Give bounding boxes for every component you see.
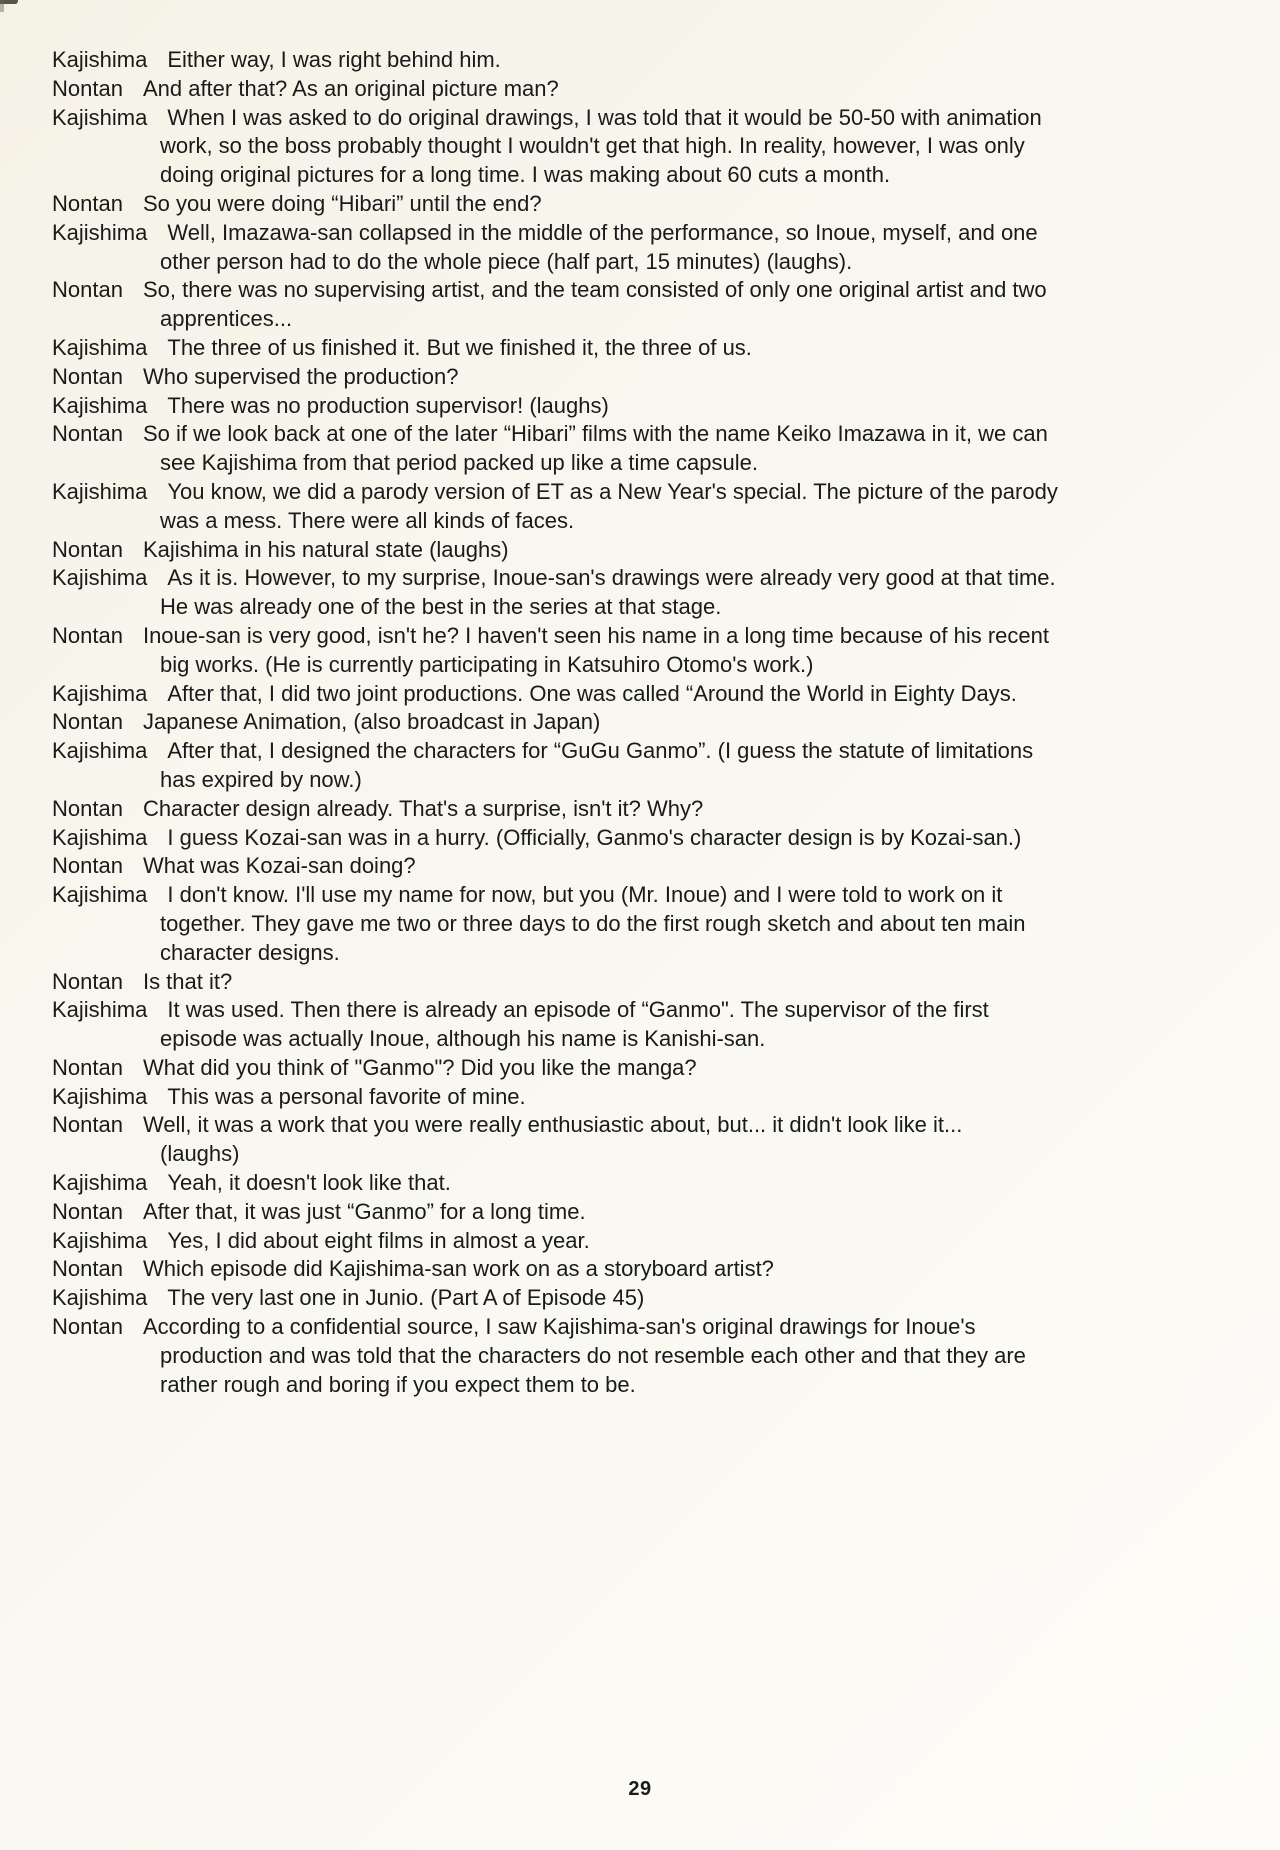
dialogue-continuation-line: work, so the boss probably thought I wouldn't get that high. In reality, however, I was only	[160, 133, 1025, 159]
speaker-name: Nontan	[52, 536, 123, 562]
dialogue-continuation-line: was a mess. There were all kinds of faces.	[160, 507, 575, 533]
dialogue-text: Either way, I was right behind him.	[167, 47, 501, 72]
dialogue-text: So, there was no supervising artist, and the team consisted of only one original artist and two	[142, 277, 1047, 303]
dialogue-first-line	[52, 420, 1232, 449]
dialogue-text: When I was asked to do original drawings, I was told that it would be 50-50 with animation	[167, 104, 1042, 130]
dialogue-continuation-line: episode was actually Inoue, although his name is Kanishi-san.	[160, 1026, 766, 1052]
dialogue-entry	[52, 737, 1232, 795]
dialogue-text: As it is. However, to my surprise, Inoue-san's drawings were already very good at that time.	[167, 565, 1056, 591]
dialogue-list	[52, 46, 1232, 1399]
dialogue-first-line	[52, 363, 1232, 392]
speaker-name: Kajishima	[52, 882, 148, 908]
dialogue-first-line	[52, 392, 1232, 421]
dialogue-text: It was used. Then there is already an episode of “Ganmo". The supervisor of the first	[167, 997, 989, 1023]
dialogue-text: The very last one in Junio. (Part A of Episode 45)	[167, 1285, 645, 1311]
speaker-name: Kajishima	[52, 1227, 148, 1253]
page-number: 29	[628, 1778, 652, 1800]
speaker-name: Nontan	[52, 1112, 123, 1138]
dialogue-first-line	[52, 1169, 1232, 1198]
dialogue-text: After that, I designed the characters for “GuGu Ganmo”. (I guess the statute of limitations	[167, 738, 1034, 764]
speaker-name: Nontan	[52, 795, 123, 821]
dialogue-text: After that, I did two joint productions. One was called “Around the World in Eighty Days.	[167, 680, 1017, 706]
dialogue-entry	[52, 1255, 1232, 1284]
dialogue-text: Yeah, it doesn't look like that.	[167, 1170, 451, 1196]
dialogue-entry	[52, 824, 1232, 853]
dialogue-entry	[52, 392, 1232, 421]
dialogue-first-line	[52, 852, 1232, 881]
dialogue-entry	[52, 1227, 1232, 1256]
dialogue-entry	[52, 46, 1232, 75]
dialogue-text: Well, Imazawa-san collapsed in the middle of the performance, so Inoue, myself, and one	[167, 219, 1038, 245]
dialogue-first-line	[52, 737, 1232, 766]
speaker-name: Nontan	[52, 75, 123, 101]
speaker-name: Nontan	[52, 1198, 123, 1224]
dialogue-first-line	[52, 881, 1232, 910]
dialogue-entry	[52, 1054, 1232, 1083]
speaker-name: Kajishima	[52, 478, 148, 504]
dialogue-continuation-line: (laughs)	[160, 1141, 240, 1167]
dialogue-continuation-line: rather rough and boring if you expect them to be.	[160, 1371, 636, 1397]
dialogue-text: The three of us finished it. But we finished it, the three of us.	[167, 334, 752, 360]
dialogue-first-line	[52, 996, 1232, 1025]
dialogue-entry	[52, 852, 1232, 881]
dialogue-entry	[52, 536, 1232, 565]
dialogue-entry	[52, 104, 1232, 190]
dialogue-entry	[52, 680, 1232, 709]
dialogue-entry	[52, 622, 1232, 680]
dialogue-continuation-line: big works. (He is currently participating in Katsuhiro Otomo's work.)	[160, 651, 814, 677]
dialogue-continuation-line: apprentices...	[160, 306, 293, 332]
dialogue-text: What did you think of "Ganmo"? Did you like the manga?	[142, 1054, 697, 1080]
dialogue-first-line	[52, 334, 1232, 363]
dialogue-entry	[52, 708, 1232, 737]
dialogue-entry	[52, 881, 1232, 967]
speaker-name: Kajishima	[52, 738, 148, 764]
dialogue-text: This was a personal favorite of mine.	[167, 1083, 526, 1109]
dialogue-continuation-line: He was already one of the best in the series at that stage.	[160, 594, 722, 620]
dialogue-first-line	[52, 75, 1232, 104]
speaker-name: Nontan	[52, 853, 123, 879]
speaker-name: Kajishima	[52, 219, 148, 245]
speaker-name: Kajishima	[52, 47, 148, 72]
speaker-name: Nontan	[52, 363, 123, 389]
speaker-name: Kajishima	[52, 565, 148, 591]
dialogue-first-line	[52, 795, 1232, 824]
dialogue-first-line	[52, 1227, 1232, 1256]
dialogue-text: What was Kozai-san doing?	[142, 853, 416, 879]
dialogue-text: I guess Kozai-san was in a hurry. (Officially, Ganmo's character design is by Kozai-san.)	[167, 824, 1022, 850]
speaker-name: Nontan	[52, 622, 123, 648]
dialogue-first-line	[52, 564, 1232, 593]
speaker-name: Nontan	[52, 190, 123, 216]
dialogue-first-line	[52, 1284, 1232, 1313]
speaker-name: Nontan	[52, 421, 123, 447]
dialogue-first-line	[52, 276, 1232, 305]
dialogue-first-line	[52, 680, 1232, 709]
dialogue-first-line	[52, 1313, 1232, 1342]
dialogue-text: After that, it was just “Ganmo” for a long time.	[142, 1198, 586, 1224]
dialogue-first-line	[52, 1083, 1232, 1112]
scan-edge-artifact	[0, 0, 4, 12]
dialogue-continuation-line: has expired by now.)	[160, 766, 362, 792]
dialogue-first-line	[52, 824, 1232, 853]
dialogue-text: You know, we did a parody version of ET as a New Year's special. The picture of the parody	[167, 478, 1058, 504]
dialogue-text: And after that? As an original picture man?	[142, 75, 559, 101]
dialogue-first-line	[52, 968, 1232, 997]
dialogue-entry	[52, 1284, 1232, 1313]
dialogue-entry	[52, 334, 1232, 363]
dialogue-first-line	[52, 708, 1232, 737]
speaker-name: Nontan	[52, 709, 123, 735]
dialogue-text: Is that it?	[142, 968, 233, 994]
dialogue-text: There was no production supervisor! (laughs)	[167, 392, 609, 418]
speaker-name: Kajishima	[52, 1170, 148, 1196]
dialogue-continuation-line: character designs.	[160, 939, 340, 965]
dialogue-text: Inoue-san is very good, isn't he? I haven't seen his name in a long time because of his recent	[142, 622, 1050, 648]
dialogue-entry	[52, 1111, 1232, 1169]
dialogue-continuation-line: doing original pictures for a long time. I was making about 60 cuts a month.	[160, 162, 891, 188]
dialogue-entry	[52, 363, 1232, 392]
dialogue-text: Kajishima in his natural state (laughs)	[142, 536, 509, 562]
speaker-name: Nontan	[52, 1054, 123, 1080]
dialogue-continuation-line: other person had to do the whole piece (half part, 15 minutes) (laughs).	[160, 248, 853, 274]
dialogue-entry	[52, 795, 1232, 824]
dialogue-entry	[52, 276, 1232, 334]
dialogue-first-line	[52, 1255, 1232, 1284]
dialogue-entry	[52, 564, 1232, 622]
dialogue-entry	[52, 219, 1232, 277]
dialogue-text: Japanese Animation, (also broadcast in Japan)	[142, 709, 601, 735]
dialogue-text: Who supervised the production?	[142, 363, 459, 389]
speaker-name: Kajishima	[52, 680, 148, 706]
speaker-name: Kajishima	[52, 392, 148, 418]
dialogue-text: Well, it was a work that you were really enthusiastic about, but... it didn't look like it...	[142, 1112, 963, 1138]
speaker-name: Kajishima	[52, 824, 148, 850]
dialogue-entry	[52, 1198, 1232, 1227]
speaker-name: Kajishima	[52, 104, 148, 130]
dialogue-entry	[52, 1169, 1232, 1198]
dialogue-text: Which episode did Kajishima-san work on as a storyboard artist?	[142, 1256, 774, 1282]
dialogue-entry	[52, 968, 1232, 997]
dialogue-first-line	[52, 1111, 1232, 1140]
dialogue-entry	[52, 478, 1232, 536]
dialogue-continuation-line: see Kajishima from that period packed up like a time capsule.	[160, 450, 758, 476]
dialogue-first-line	[52, 1054, 1232, 1083]
dialogue-text: So you were doing “Hibari” until the end?	[142, 190, 542, 216]
dialogue-text: I don't know. I'll use my name for now, but you (Mr. Inoue) and I were told to work on it	[167, 882, 1003, 908]
dialogue-first-line	[52, 219, 1232, 248]
speaker-name: Kajishima	[52, 997, 148, 1023]
dialogue-entry	[52, 420, 1232, 478]
dialogue-text: So if we look back at one of the later “Hibari” films with the name Keiko Imazawa in it, we can	[142, 421, 1048, 447]
speaker-name: Nontan	[52, 1314, 123, 1340]
dialogue-first-line	[52, 46, 1232, 75]
dialogue-continuation-line: together. They gave me two or three days to do the first rough sketch and about ten main	[160, 910, 1026, 936]
dialogue-first-line	[52, 1198, 1232, 1227]
dialogue-entry	[52, 1083, 1232, 1112]
dialogue-text: Character design already. That's a surprise, isn't it? Why?	[142, 795, 704, 821]
dialogue-first-line	[52, 622, 1232, 651]
speaker-name: Nontan	[52, 277, 123, 303]
speaker-name: Kajishima	[52, 1285, 148, 1311]
dialogue-entry	[52, 190, 1232, 219]
dialogue-text: According to a confidential source, I saw Kajishima-san's original drawings for Inoue's	[142, 1314, 976, 1340]
dialogue-entry	[52, 75, 1232, 104]
dialogue-entry	[52, 996, 1232, 1054]
speaker-name: Nontan	[52, 1256, 123, 1282]
dialogue-first-line	[52, 536, 1232, 565]
speaker-name: Kajishima	[52, 1083, 148, 1109]
dialogue-continuation-line: production and was told that the characters do not resemble each other and that they are	[160, 1342, 1026, 1368]
speaker-name: Nontan	[52, 968, 123, 994]
dialogue-text: Yes, I did about eight films in almost a year.	[167, 1227, 590, 1253]
dialogue-entry	[52, 1313, 1232, 1399]
speaker-name: Kajishima	[52, 334, 148, 360]
dialogue-first-line	[52, 190, 1232, 219]
dialogue-first-line	[52, 104, 1232, 133]
dialogue-first-line	[52, 478, 1232, 507]
